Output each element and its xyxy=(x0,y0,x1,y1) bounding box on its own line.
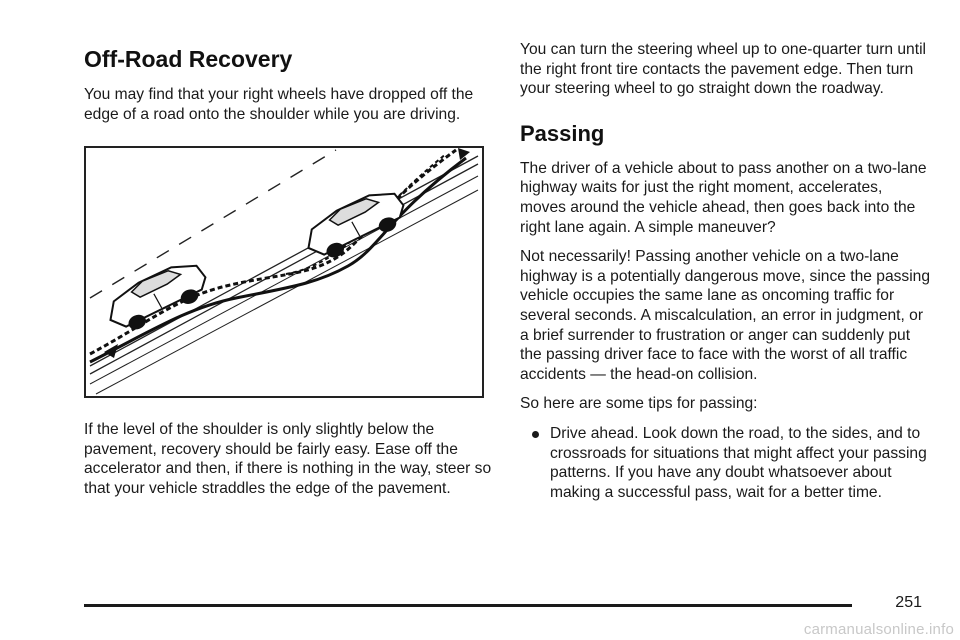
section-heading-passing: Passing xyxy=(520,120,605,146)
right-column xyxy=(520,40,930,502)
illustration-svg xyxy=(86,148,482,396)
paragraph-passing-danger: Not necessarily! Passing another vehicle on a two-lane highway is a potentially dangerous move, since the passing vehicle occupies the same lane as oncoming traffic for several seconds. A miscalculation, an error in judgment, or a brief surrender to frustration or anger can suddenly put the passing driver face to face with the worst of all traffic accidents — the head-on collision. xyxy=(520,248,931,383)
passing-tips-list xyxy=(520,424,930,502)
off-road-recovery-illustration xyxy=(84,146,484,398)
car-lower-left xyxy=(101,257,214,338)
lane-centerline xyxy=(90,150,336,298)
bullet-icon xyxy=(532,431,539,438)
left-column xyxy=(84,40,494,509)
list-item xyxy=(532,424,930,502)
section-heading-off-road-recovery: Off-Road Recovery xyxy=(84,46,293,72)
watermark: carmanualsonline.info xyxy=(803,621,954,638)
paragraph-steering: You can turn the steering wheel up to one-quarter turn until the right front tire contacts the pavement edge. Then turn your steering wheel to go straight down the roadway. xyxy=(520,41,926,98)
paragraph-tips-lead: So here are some tips for passing: xyxy=(520,395,758,413)
paragraph-passing-intro: The driver of a vehicle about to pass another on a two-lane highway waits for just the right moment, accelerates, moves around the vehicle ahead, then goes back into the right lane again. A simple maneuver? xyxy=(520,159,927,236)
footer-rule xyxy=(84,604,852,607)
paragraph-off-road-intro: You may find that your right wheels have dropped off the edge of a road onto the shoulder while you are driving. xyxy=(84,86,474,123)
paragraph-shoulder-level: If the level of the shoulder is only slightly below the pavement, recovery should be fairly easy. Ease off the accelerator and then, if there is nothing in the way, steer so that your vehicle straddles the edge of the pavement. xyxy=(84,421,492,497)
list-item-text: Drive ahead. Look down the road, to the sides, and to crossroads for situations that might affect your passing patterns. If you have any doubt whatsoever about making a successful pass, wait for a better time. xyxy=(550,424,927,501)
car-upper-right xyxy=(299,185,412,266)
page-number: 251 xyxy=(895,594,922,611)
road-edge-line xyxy=(90,156,478,366)
